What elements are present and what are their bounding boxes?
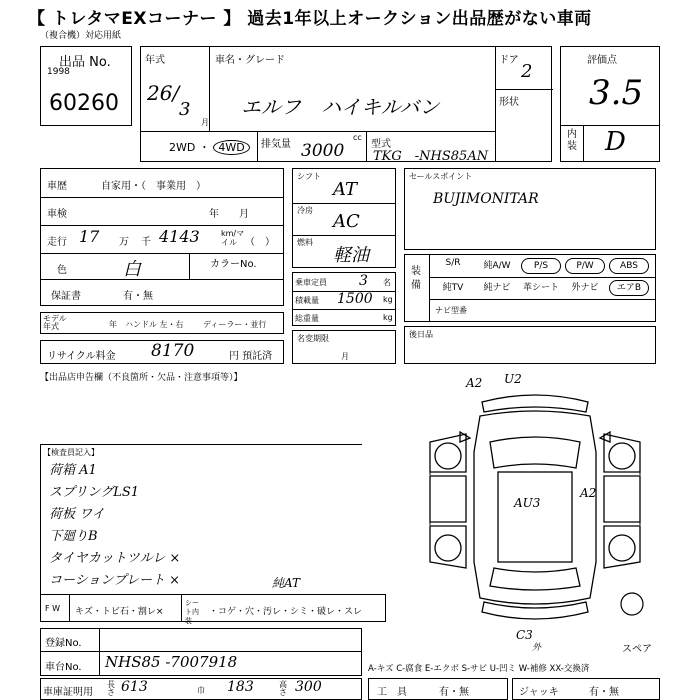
model-row-year: 年 [109, 320, 117, 329]
vehicle-info-box [40, 168, 284, 306]
spec-box [292, 168, 396, 268]
capacity-value: 3 [359, 273, 368, 289]
equipment-item: エアB [609, 280, 649, 296]
equipment-item: ABS [609, 258, 649, 274]
car-name-value: エルフ ハイキルバン [241, 95, 440, 119]
defects-seat-items: ・コゲ・穴・汚レ・シミ・破レ・スレ [209, 607, 363, 617]
chassis-label: 車台No. [45, 662, 82, 673]
lot-small-number: 1998 [47, 67, 70, 77]
capacity-unit: 名 [383, 278, 391, 287]
interior-label: 内装 [567, 129, 577, 152]
inspector-line: 下廻りB [49, 529, 98, 544]
inspector-line: コーションプレート × [49, 573, 180, 588]
height-value: 300 [295, 679, 322, 695]
inspector-line: タイヤカットツルレ × [49, 551, 181, 566]
length-value: 613 [121, 679, 148, 695]
equipment-item: 純A/W [483, 261, 511, 271]
shape-label: 形状 [499, 97, 519, 108]
fuel-label: 燃料 [297, 238, 313, 247]
sales-point-value: BUJIMONITAR [433, 191, 539, 207]
jack-value: 有・無 [589, 687, 619, 698]
recycle-box [40, 340, 284, 364]
displacement-label: 排気量 [261, 139, 291, 150]
model-code-value: TKG -NHS85AN [373, 149, 489, 164]
notes-header: 【出品店申告欄（不良箇所・欠品・注意事項等）】 [40, 373, 243, 383]
dimensions-box [40, 678, 362, 700]
shift-label: シフト [297, 172, 321, 181]
history-value: 自家用・（ 事業用 ） [101, 181, 206, 192]
recycle-label: リサイクル料金 [47, 351, 116, 362]
history-label: 車歴 [47, 181, 67, 192]
color-label: 色 [57, 265, 67, 276]
dimensions-label: 車庫証明用 [43, 687, 93, 698]
height-label: 高さ [279, 680, 287, 697]
recycle-unit: 円 預託済 [229, 351, 273, 362]
vehicle-summary-box [140, 46, 552, 162]
registration-label: 登録No. [45, 638, 82, 649]
capacity-box [292, 272, 396, 326]
shift-value: AT [333, 179, 358, 200]
aircon-label: 冷房 [297, 206, 313, 215]
drive-2wd: 2WD [169, 141, 196, 154]
deadline-unit: 月 [341, 352, 349, 361]
color-no-label: カラーNo. [210, 259, 257, 270]
drive-4wd: 4WD [213, 140, 249, 155]
warranty-label: 保証書 [51, 291, 81, 302]
mileage-label: 走行 [47, 237, 67, 248]
color-value: 白 [123, 259, 141, 280]
tools-label: 工 具 [377, 687, 407, 698]
defects-note: 純AT [272, 576, 301, 590]
sales-point-label: セールスポイント [409, 172, 473, 181]
defects-row [40, 594, 386, 625]
doors-label: ドア [499, 55, 519, 66]
damage-legend: A-キズ C-腐食 E-エクボ S-サビ U-凹ミ W-補修 XX-交換済 [368, 664, 590, 674]
equipment-box [404, 254, 656, 322]
mileage-paren: （ ） [245, 237, 275, 248]
diagram-mark-top2: U2 [504, 372, 522, 386]
drive-options [169, 139, 250, 155]
deadline-label: 名変期限 [297, 334, 329, 343]
diagram-mark-bottom: C3 [516, 628, 533, 642]
chassis-value: NHS85 -7007918 [105, 653, 238, 671]
displacement-value: 3000 [301, 141, 345, 161]
model-code-label: 型式 [371, 139, 391, 150]
inspector-label: 【検査員記入】 [43, 448, 99, 457]
diagram-mark-bottom2: 外 [532, 643, 542, 653]
diagram-mark-center: AU3 [514, 496, 541, 510]
load-unit: kg [383, 295, 393, 304]
length-label: 長さ [107, 680, 115, 697]
inspector-line: 荷板 ワイ [49, 507, 105, 522]
aircon-value: AC [333, 211, 360, 232]
inspector-box [40, 444, 362, 594]
recycle-value: 8170 [151, 341, 195, 361]
doors-value: 2 [521, 61, 533, 82]
equipment-item: 革シート [522, 283, 559, 293]
spare-label: スペア [622, 644, 652, 655]
defects-fw: F W [45, 604, 61, 613]
inspector-line: スプリングLS1 [49, 485, 140, 500]
equipment-item: P/S [521, 258, 561, 274]
rear-input-label: 後日品 [409, 330, 433, 339]
gross-label: 総重量 [295, 314, 319, 323]
capacity-label: 乗車定員 [295, 278, 327, 287]
diagram-mark-top1: A2 [466, 376, 483, 390]
defects-kizu: キズ・トビ石・割レ× [75, 607, 164, 617]
score-value: 3.5 [589, 73, 644, 113]
model-row-label: モデル年式 [43, 314, 67, 331]
lot-number: 60260 [49, 91, 119, 116]
equipment-item: S/R [445, 258, 461, 268]
navi-label: ナビ型番 [435, 306, 467, 315]
warranty-value: 有・無 [123, 291, 153, 302]
tools-box [368, 678, 508, 700]
model-row-handle: ハンドル 左・右 [125, 320, 184, 329]
model-year-label: 年式 [145, 55, 165, 66]
load-label: 積載量 [295, 296, 319, 305]
equipment-item: 外ナビ [571, 283, 599, 293]
mileage-unit: km/マイル [221, 229, 245, 247]
width-label: 巾 [197, 686, 205, 695]
jack-label: ジャッキ [519, 687, 559, 698]
rear-input-box [404, 326, 656, 364]
mileage-sen: 千 [141, 237, 151, 248]
equipment-item: P/W [565, 258, 605, 274]
lot-box [40, 46, 132, 126]
mileage-man: 万 [119, 237, 129, 248]
displacement-unit: cc [353, 133, 362, 142]
mileage-value: 17 [79, 227, 100, 246]
model-row-dealer: ディーラー・並行 [203, 320, 267, 329]
sales-point-box [404, 168, 656, 250]
inspector-line: 荷箱 A1 [49, 463, 97, 478]
interior-value: D [605, 127, 626, 157]
defects-seat-label: シート内装 [185, 599, 199, 625]
model-row-box [40, 312, 284, 334]
fuel-value: 軽油 [333, 245, 369, 266]
mileage-value2: 4143 [159, 227, 200, 246]
header-title: 【 トレタマEXコーナー 】 過去1年以上オークション出品歴がない車両 [28, 9, 592, 29]
header-subtitle: （複合機）対応用紙 [40, 31, 122, 41]
diagram-mark-right: A2 [580, 486, 597, 500]
deadline-box [292, 330, 396, 364]
registration-box [40, 628, 362, 676]
model-year-month-value: 3 [179, 99, 191, 120]
inspection-value: 年 月 [209, 209, 249, 220]
model-year-value: 26/ [147, 81, 180, 105]
jack-box [512, 678, 660, 700]
drive-separator: ・ [198, 141, 210, 154]
score-box [560, 46, 660, 162]
score-label: 評価点 [587, 55, 617, 66]
inspection-label: 車検 [47, 209, 67, 220]
width-value: 183 [227, 679, 254, 695]
equipment-item: 純TV [442, 283, 464, 293]
model-year-month-label: 月 [201, 118, 209, 127]
equipment-label: 装備 [411, 266, 421, 291]
gross-unit: kg [383, 313, 393, 322]
tools-value: 有・無 [439, 687, 469, 698]
equipment-item: 純ナビ [483, 283, 511, 293]
load-value: 1500 [337, 291, 373, 307]
lot-label: 出品 No. [59, 55, 111, 70]
car-name-label: 車名・グレード [215, 55, 285, 66]
